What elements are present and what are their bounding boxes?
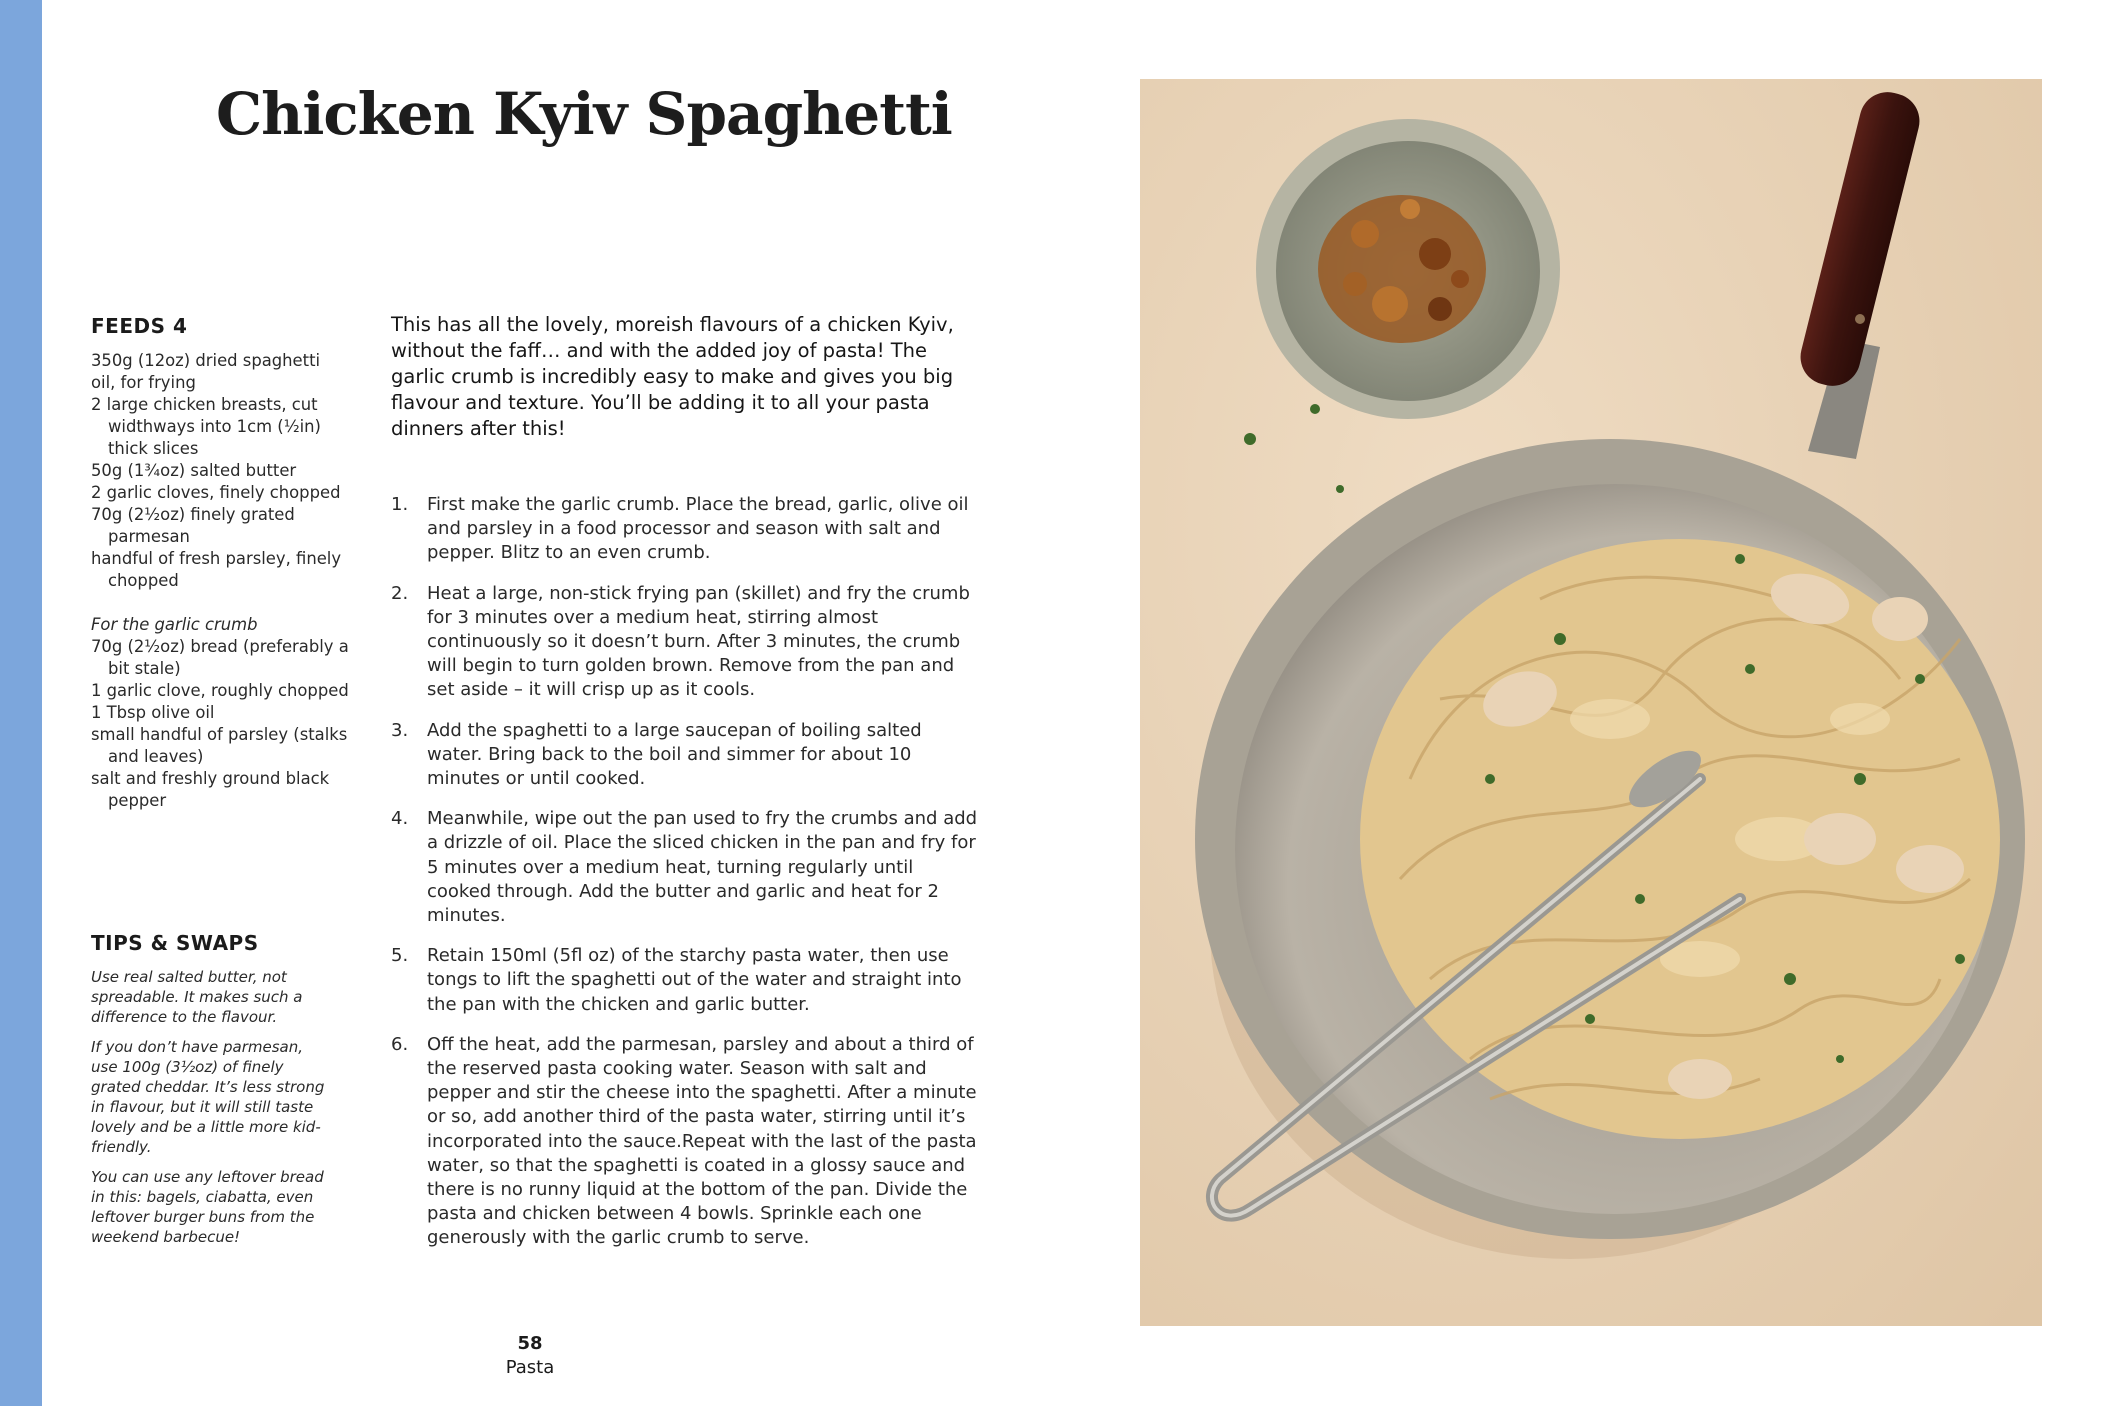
step-number: 5. [391,945,409,967]
pan-of-spaghetti-illustration [1140,79,2042,1326]
servings-heading: FEEDS 4 [91,314,188,338]
method-step [391,807,981,928]
method-step [391,944,981,1017]
ingredient-item: 70g (2½oz) finely grated parmesan [91,505,295,546]
tip-item: You can use any leftover bread in this: bagels, ciabatta, even leftover burger buns from the weekend barbecue! [91,1168,324,1246]
step-text: Off the heat, add the parmesan, parsley and about a third of the reserved pasta cooking water. Season with salt and pepper and stir the cheese into the spaghetti. After a minute or so, add another third of the pasta water, stirring until it’s incorporated into the sauce.Repeat with the last of the pasta water, so that the spaghetti is coated in a glossy sauce and there is no runny liquid at the bottom of the pan. Divide the pasta and chicken between 4 bowls. Sprinkle each one generously with the garlic crumb to serve. [427,1033,977,1249]
ingredient-item: 50g (1¾oz) salted butter [91,461,297,480]
ingredient-item: handful of fresh parsley, finely chopped [91,549,342,590]
page-footer [470,1332,590,1380]
step-text: Add the spaghetti to a large saucepan of boiling salted water. Bring back to the boil and simmer for about 10 minutes or until cooked. [427,719,922,790]
ingredient-item: 2 garlic cloves, finely chopped [91,483,341,502]
ingredient-item: oil, for frying [91,373,196,392]
crumb-ingredient-item: salt and freshly ground black pepper [91,769,330,810]
tips-list [91,967,331,1257]
step-number: 2. [391,582,409,604]
step-number: 3. [391,719,409,741]
step-text: Retain 150ml (5fl oz) of the starchy pasta water, then use tongs to lift the spaghetti out of the water and straight into the pan with the chicken and garlic butter. [427,945,962,1015]
tip-item: Use real salted butter, not spreadable. It makes such a difference to the flavour. [91,968,303,1026]
tip-item: If you don’t have parmesan, use 100g (3½oz) of finely grated cheddar. It’s less strong in flavour, but it will still taste lovely and be a little more kid-friendly. [91,1038,325,1156]
method-step [391,719,981,792]
step-number: 1. [391,494,409,515]
step-number: 4. [391,808,409,830]
crumb-ingredient-item: 1 Tbsp olive oil [91,703,215,722]
blue-spine-strip [0,0,42,1406]
method-step [391,582,981,703]
ingredients-list [91,350,351,812]
tips-heading: TIPS & SWAPS [91,931,259,955]
ingredient-item: 2 large chicken breasts, cut widthways into 1cm (½in) thick slices [91,395,321,458]
recipe-title: Chicken Kyiv Spaghetti [216,80,952,148]
ingredient-item: 350g (12oz) dried spaghetti [91,351,321,370]
crumb-ingredient-item: 70g (2½oz) bread (preferably a bit stale) [91,637,349,678]
recipe-intro: This has all the lovely, moreish flavours of a chicken Kyiv, without the faff… and with the added joy of pasta! The garlic crumb is incredibly easy to make and gives you big flavour and texture. You’ll be adding it to all your pasta dinners after this! [391,313,954,440]
step-text: Meanwhile, wipe out the pan used to fry the crumbs and add a drizzle of oil. Place the sliced chicken in the pan and fry for 5 minutes over a medium heat, turning regularly until cooked through. Add the butter and garlic and heat for 2 minutes. [427,808,978,927]
crumb-ingredient-item: 1 garlic clove, roughly chopped [91,681,349,700]
crumb-ingredient-item: small handful of parsley (stalks and leaves) [91,725,348,766]
step-number: 6. [391,1033,409,1055]
method-step [391,493,981,566]
recipe-photo [1140,79,2042,1326]
method-step [391,1033,981,1251]
method-steps [391,493,981,1267]
section-name: Pasta [505,1357,555,1378]
garlic-crumb-subheading: For the garlic crumb [91,615,258,634]
step-text: Heat a large, non-stick frying pan (skillet) and fry the crumb for 3 minutes over a medium heat, stirring almost continuously so it doesn’t burn. After 3 minutes, the crumb will begin to turn golden brown. Remove from the pan and set aside – it will crisp up as it cools. [427,582,970,701]
step-text: First make the garlic crumb. Place the bread, garlic, olive oil and parsley in a food processor and season with salt and pepper. Blitz to an even crumb. [427,494,969,564]
page-number: 58 [517,1333,543,1354]
